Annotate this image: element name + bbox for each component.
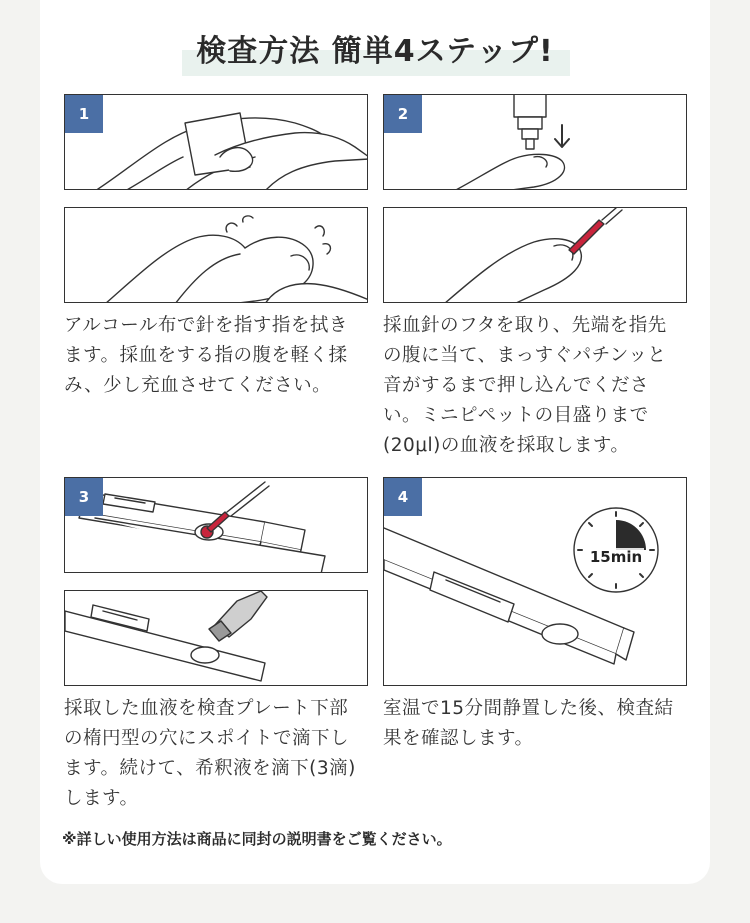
step4-description (383, 694, 693, 754)
text-line: ます。続けて、希釈液を滴下(3滴) (64, 758, 356, 779)
text-line: の楕円型の穴にスポイトで滴下し (64, 728, 350, 749)
finger-wipe-illustration (65, 95, 368, 190)
step3-description (64, 694, 374, 814)
step3-illustration-blood-drop (64, 477, 368, 573)
text-line: アルコール布で針を指す指を拭き (64, 315, 348, 336)
step2-description (383, 311, 693, 461)
text-line: (20μl)の血液を採取します。 (383, 435, 630, 456)
text-line: 室温で15分間静置した後、検査結 (383, 698, 674, 719)
pipette-draw-illustration (384, 208, 687, 303)
step4-illustration-timer (383, 477, 687, 686)
text-line: 採血針のフタを取り、先端を指先 (383, 315, 667, 336)
text-line: み、少し充血させてください。 (64, 375, 332, 396)
page-title: 検査方法 簡単4ステップ! (196, 34, 554, 69)
timer-label: 15min (589, 548, 643, 566)
text-line: 採取した血液を検査プレート下部 (64, 698, 349, 719)
plate-blood-illustration (65, 478, 368, 573)
step1-illustration-wipe (64, 94, 368, 190)
step2-illustration-pipette (383, 207, 687, 303)
text-line: の腹に当て、まっすぐパチンッと (383, 345, 667, 366)
step3-illustration-dropper (64, 590, 368, 686)
step-badge: 2 (384, 95, 422, 133)
text-line: します。 (64, 788, 139, 809)
step-badge: 3 (65, 478, 103, 516)
step-badge: 4 (384, 478, 422, 516)
plate-timer-illustration (384, 478, 687, 686)
text-line: い。ミニピペットの目盛りまで (383, 405, 649, 426)
plate-dropper-illustration (65, 591, 368, 686)
step1-illustration-massage (64, 207, 368, 303)
step2-illustration-lancet (383, 94, 687, 190)
finger-massage-illustration (65, 208, 368, 303)
step1-description (64, 311, 374, 401)
step-badge: 1 (65, 95, 103, 133)
lancet-press-illustration (384, 95, 687, 190)
usage-note: ※詳しい使用方法は商品に同封の説明書をご覧ください。 (62, 830, 452, 848)
text-line: 果を確認します。 (383, 728, 534, 749)
title-wrap (0, 26, 750, 70)
text-line: 音がするまで押し込んでくださ (383, 375, 650, 396)
text-line: ます。採血をする指の腹を軽く揉 (64, 345, 348, 366)
